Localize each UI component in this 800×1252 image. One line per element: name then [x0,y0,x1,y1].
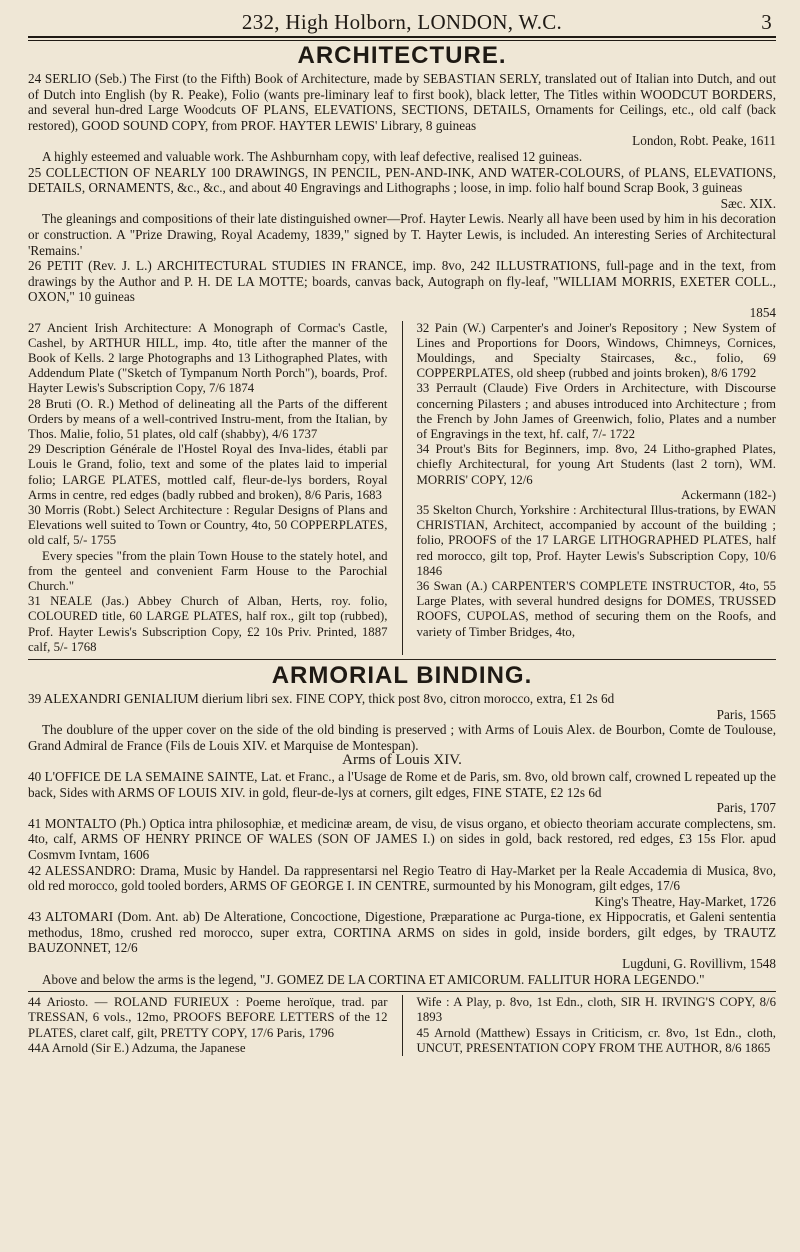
entry-39: 39 ALEXANDRI GENIALIUM dierium libri sex. FINE COPY, thick post 8vo, citron morocco, extra, £1 2s 6d [28,690,615,706]
section-rule [28,659,776,660]
entry-42: 42 ALESSANDRO: Drama, Music by Handel. Da rappresentarsi nel Regio Teatro di Hay-Market per la Reale Accademia di Musica, 8vo, old red morocco, gold tooled borders, ARMS OF GEORGE I. IN CENTRE, surmounted by his Monogram, gilt edges, 17/6 [28,862,776,894]
entry-34: 34 Prout's Bits for Beginners, imp. 8vo, 24 Litho-graphed Plates, chiefly Architectural, for young Art Students (last 2 torn), WM. MORRIS' COPY, 12/6 [416,442,776,487]
entry-39-imprint: Paris, 1565 [716,706,776,722]
entry-44a: 44A Arnold (Sir E.) Adzuma, the Japanese [28,1040,246,1055]
entry-33: 33 Perrault (Claude) Five Orders in Architecture, with Discourse concerning Pilasters ; and abuses introduced into Architecture ; from the French by John James of Greenwich, folio, Plates and a number of Engravings in the text, hf. calf, 7/- 1722 [416,381,776,441]
header-title: 232, High Holborn, LONDON, W.C. [241,10,563,34]
column-left [28,321,388,655]
entry-29: 29 Description Générale de l'Hostel Royal des Inva-lides, établi par Louis le Grand, folio, text and some of the plates laid to imperial folio; LARGE PLATES, mottled calf, fleur-de-lys borders, Royal Arms in centre, red edges (badly rubbed and broken), 8/6 Paris, 1683 [28,442,388,502]
bottom-column-left [28,995,388,1056]
entry-44a-cont: Wife : A Play, p. 8vo, 1st Edn., cloth, SIR H. IRVING'S COPY, 8/6 1893 [416,995,776,1025]
entry-35: 35 Skelton Church, Yorkshire : Architectural Illus-trations, by EWAN CHRISTIAN, Architect, accompanied by account of the building ; folio, PROOFS of the 17 LARGE LITHOGRAPHED PLATES, half red morocco, gilt top, Prof. Hayter Lewis's Subscription Copy, 10/6 1846 [416,502,776,578]
entry-32: 32 Pain (W.) Carpenter's and Joiner's Repository ; New System of Lines and Proportions for Doors, Windows, Chimneys, Cornices, Mouldings, and Specialty Staircases, &c., folio, 69 COPPERPLATES, old sheep (rubbed and joints broken), 8/6 1792 [416,320,776,381]
entry-25-date: Sæc. XIX. [720,195,776,211]
entry-26: 26 PETIT (Rev. J. L.) ARCHITECTURAL STUDIES IN FRANCE, imp. 8vo, 242 ILLUSTRATIONS, full-page and in the text, from drawings by the Author and P. H. DE LA MOTTE; boards, canvas back, Autograph on fly-leaf, "WILLIAM MORRIS, EXETER COLL., OXON," 10 guineas [28,258,776,305]
section-heading-architecture: ARCHITECTURE. [297,42,507,69]
column-divider [402,321,403,655]
running-header [28,10,776,34]
entry-28: 28 Bruti (O. R.) Method of delineating all the Parts of the different Orders by means of a well-contrived Instru-ment, from the Italian, by Thos. Malie, folio, 51 plates, old calf (shabby), 4/6 1737 [28,396,388,441]
entry-43-note: Above and below the arms is the legend, "J. GOMEZ DE LA CORTINA ET AMICORUM. FALLITUR HORA LEGENDO." [42,971,705,987]
bottom-column-divider [402,995,403,1056]
entry-26-date: 1854 [749,304,776,320]
header-rule [28,36,776,41]
bottom-rule [28,991,776,992]
entry-44: 44 Ariosto. — ROLAND FURIEUX : Poeme heroïque, trad. par TRESSAN, 6 vols., 12mo, PROOFS BEFORE LETTERS of the 12 PLATES, claret calf, gilt, PRETTY COPY, 17/6 Paris, 1796 [28,995,388,1040]
arms-subheading: Arms of Louis XIV. [342,752,462,769]
entry-27: 27 Ancient Irish Architecture: A Monograph of Cormac's Castle, Cashel, by ARTHUR HILL, imp. 4to, title after the manner of the Book of Kells. 2 large Photographs and 13 Lithographed Plates, with Addendum Plate ("Sketch of Tympanum North Porch"), boards, Prof. Hayter Lewis's Subscription Copy, 7/6 1874 [28,320,388,396]
entry-24-imprint: London, Robt. Peake, 1611 [632,133,776,149]
entry-36: 36 Swan (A.) CARPENTER'S COMPLETE INSTRUCTOR, 4to, 55 Large Plates, with several hundred designs for DOMES, TRUSSED ROOFS, CUPOLAS, method of securing them on the Roofs, and variety of Timber Bridges, 4to, [416,578,776,639]
entry-43: 43 ALTOMARI (Dom. Ant. ab) De Alteratione, Concoctione, Digestione, Præparatione ac Purga-tione, ex Hippocratis, et Galeni sententia methodus, 18mo, crushed red morocco, super extra, CORTINA ARMS on sides in gold, inside borders, gilt edges, by TRAUTZ BAUZONNET, 12/6 [28,909,776,956]
entry-45: 45 Arnold (Matthew) Essays in Criticism, cr. 8vo, 1st Edn., cloth, UNCUT, PRESENTATION COPY FROM THE AUTHOR, 8/6 1865 [416,1025,776,1055]
bottom-column-right [417,995,777,1056]
page-number: 3 [761,10,772,34]
entry-24: 24 SERLIO (Seb.) The First (to the Fifth) Book of Architecture, made by SEBASTIAN SERLY, translated out of Italian into Dutch, and out of Dutch into English (by R. Peake), Folio (wants pre-liminary leaf to first book), black letter, The Titles within WOODCUT BORDERS, and several hun-dred Large Woodcuts OF PLANS, ELEVATIONS, SECTIONS, DETAILS, Ornaments for Ceilings, etc., old calf (back restored), GOOD SOUND COPY, from PROF. HAYTER LEWIS' Library, 8 guineas [28,71,776,133]
column-right [417,321,777,655]
entry-40-imprint: Paris, 1707 [716,800,776,816]
entry-25-note: The gleanings and compositions of their late distinguished owner—Prof. Hayter Lewis. Nearly all have been used by him in his decoration or construction. A "Prize Drawing, Royal Academy, 1839," signed by T. Hayter Lewis, is included. An interesting Series of Architectural 'Remains.' [28,211,776,258]
entry-30-note: Every species "from the plain Town House to the stately hotel, and from the genteel and convenient Farm House to the Parochial Church." [28,548,388,593]
architecture-columns [28,321,776,655]
entry-30: 30 Morris (Robt.) Select Architecture : Regular Designs of Plans and Elevations well suited to Town or Country, 4to, 50 COPPERPLATES, old calf, 5/- 1755 [28,502,388,548]
entry-25: 25 COLLECTION OF NEARLY 100 DRAWINGS, IN PENCIL, PEN-AND-INK, AND WATER-COLOURS, of PLANS, ELEVATIONS, DETAILS, ORNAMENTS, &c., &c., and about 40 Engravings and Lithographs ; loose, in imp. folio half bound Scrap Book, 3 guineas [28,164,776,196]
entry-39-note: The doublure of the upper cover on the side of the old binding is preserved ; with Arms of Louis Alex. de Bourbon, Comte de Toulouse, Grand Admiral de France (Fils de Louis XIV. et Marquise de Montespan). [28,722,776,753]
entry-43-imprint: Lugduni, G. Rovillivm, 1548 [622,956,776,972]
entry-41: 41 MONTALTO (Ph.) Optica intra philosophiæ, et medicinæ aream, de visu, de visus organo, et obiecto theoriam accurate complectens, sm. 4to, calf, ARMS OF HENRY PRINCE OF WALES (SON OF JAMES I.) on sides in gold, back restored, red edges, £3 15s Flor. apud Cosmvm Ivntam, 1606 [28,815,776,862]
entry-42-imprint: King's Theatre, Hay-Market, 1726 [594,893,776,909]
entry-34-imprint: Ackermann (182-) [681,487,776,502]
bottom-columns [28,995,776,1056]
entry-24-note: A highly esteemed and valuable work. The Ashburnham copy, with leaf defective, realised 12 guineas. [42,148,583,164]
entry-31: 31 NEALE (Jas.) Abbey Church of Alban, Herts, roy. folio, COLOURED title, 60 LARGE PLATES, half rox., gilt top (rubbed), Prof. Hayter Lewis's Subscription Copy, £2 10s Priv. Printed, 1887 calf, 5/- 1768 [28,594,388,654]
section-heading-armorial: ARMORIAL BINDING. [271,661,533,689]
entry-40: 40 L'OFFICE DE LA SEMAINE SAINTE, Lat. et Franc., a l'Usage de Rome et de Paris, sm. 8vo, old brown calf, crowned L repeated up the back, Sides with ARMS OF LOUIS XIV. in gold, fleur-de-lys at corners, gilt edges, FINE STATE, £2 12s 6d [28,768,776,800]
